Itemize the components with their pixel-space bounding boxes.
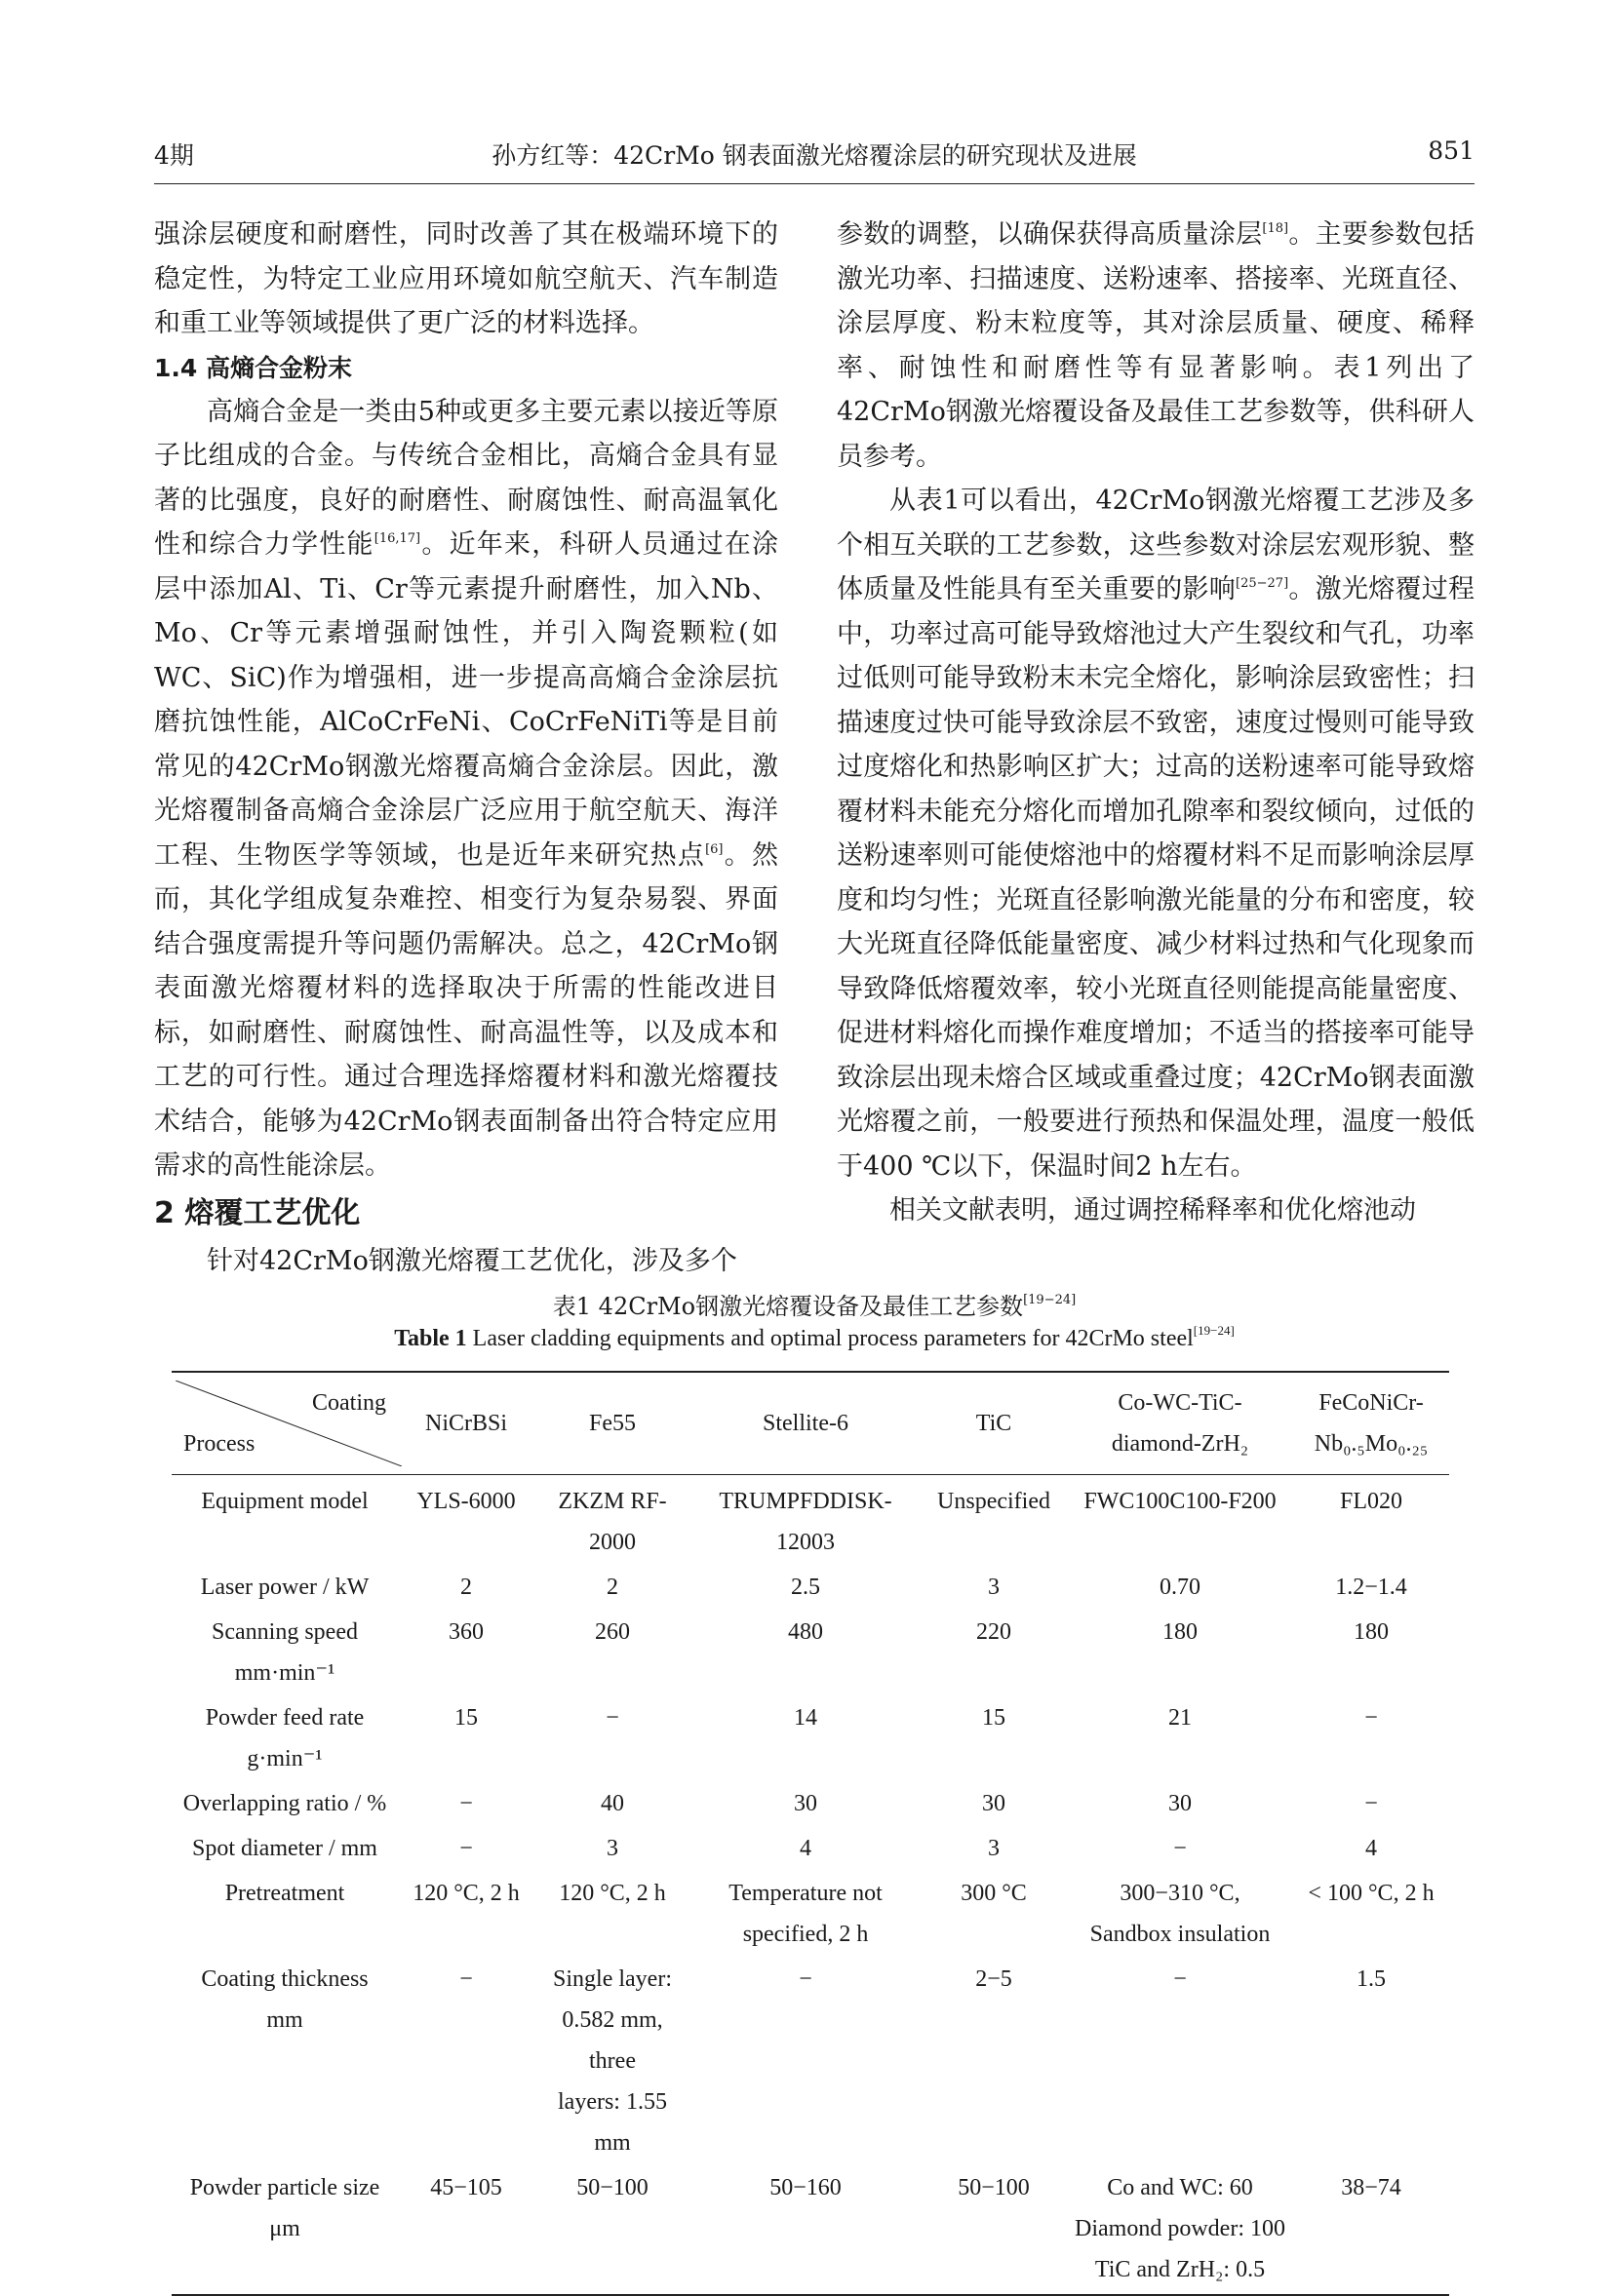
paragraph: 强涂层硬度和耐磨性，同时改善了其在极端环境下的稳定性，为特定工业应用环境如航空航天、汽车制造和重工业等领域提供了更广泛的材料选择。 (154, 219, 778, 338)
citation: [25−27] (1236, 576, 1289, 591)
table-cell: 14 (794, 1705, 817, 1731)
table-cell: − (459, 1966, 473, 1992)
paragraph: 针对42CrMo钢激光熔覆工艺优化，涉及多个 (207, 1245, 737, 1276)
table-cell: ZKZM RF-2000 (558, 1489, 667, 1555)
table-row (172, 1475, 1449, 1568)
table-row (172, 1697, 1449, 1783)
table-caption-en: Table 1 Laser cladding equipments and optimal process parameters for 42CrMo steel[19−24] (394, 1323, 1235, 1351)
table-cell: 3 (988, 1575, 1000, 1600)
table-cell: − (1364, 1791, 1378, 1816)
table-cell: 30 (794, 1791, 817, 1816)
table-cell: 120 °C, 2 h (413, 1881, 520, 1906)
corner-coating-label: Coating (312, 1390, 386, 1416)
table-cell: 3 (988, 1836, 1000, 1861)
section-heading-2: 2 熔覆工艺优化 (154, 1195, 361, 1230)
table-cell: − (1364, 1705, 1378, 1731)
table-cell: 480 (788, 1619, 823, 1645)
table-cell: TRUMPFDDISK-12003 (719, 1489, 892, 1555)
citation: [6] (705, 841, 724, 857)
row-label: Laser power / kW (200, 1575, 370, 1600)
table-cell: 0.70 (1160, 1575, 1200, 1600)
table-caption-cn: 表1 42CrMo钢激光熔覆设备及最佳工艺参数[19−24] (552, 1293, 1077, 1320)
section-heading-1-4: 1.4 高熵合金粉末 (154, 353, 352, 382)
column-header: Fe55 (589, 1411, 636, 1436)
column-header: Stellite-6 (763, 1411, 848, 1436)
paragraph: 高熵合金是一类由5种或更多主要元素以接近等原子比组成的合金。与传统合金相比，高熵合金具有显著的比强度，良好的耐磨性、耐腐蚀性、耐高温氧化性和综合力学性能[16,17]。近年来，科研人员通过在涂层中添加Al、Ti、Cr等元素提升耐磨性，加入Nb、Mo、Cr等元素增强耐蚀性，并引入陶瓷颗粒(如WC、SiC)作为增强相，进一步提高高熵合金涂层抗磨抗蚀性能，AlCoCrFeNi、CoCrFeNiTi等是目前常见的42CrMo钢激光熔覆高熵合金涂层。因此，激光熔覆制备高熵合金涂层广泛应用于航空航天、海洋工程、生物医学等领域，也是近年来研究热点[6]。然而，其化学组成复杂难控、相变行为复杂易裂、界面结合强度需提升等问题仍需解决。总之，42CrMo钢表面激光熔覆材料的选择取决于所需的性能改进目标，如耐磨性、耐腐蚀性、耐高温性等，以及成本和工艺的可行性。通过合理选择熔覆材料和激光熔覆技术结合，能够为42CrMo钢表面制备出符合特定应用需求的高性能涂层。 (154, 396, 779, 1181)
right-column (837, 213, 1475, 1233)
table-cell: 2 (607, 1575, 618, 1600)
table-cell: 4 (1365, 1836, 1377, 1861)
table-cell: 50−100 (576, 2175, 649, 2200)
table-cell: FL020 (1339, 1489, 1402, 1514)
citation: [16,17] (374, 531, 421, 546)
table-cell: 260 (595, 1619, 630, 1645)
table-cell: YLS-6000 (416, 1489, 516, 1514)
citation: [19−24] (1023, 1293, 1077, 1307)
table-cell: 300−310 °C, Sandbox insulation (1089, 1881, 1271, 1947)
table-row (172, 1783, 1449, 1828)
page-number: 851 (1428, 136, 1475, 165)
table-cell: − (606, 1705, 619, 1731)
parameters-table (172, 1371, 1449, 2296)
paragraph: 从表1可以看出，42CrMo钢激光熔覆工艺涉及多个相互关联的工艺参数，这些参数对涂层宏观形貌、整体质量及性能具有至关重要的影响[25−27]。激光熔覆过程中，功率过高可能导致熔池过大产生裂纹和气孔，功率过低则可能导致粉末未完全熔化，影响涂层致密性；扫描速度过快可能导致涂层不致密，速度过慢则可能导致过度熔化和热影响区扩大；过高的送粉速率可能导致熔覆材料未能充分熔化而增加孔隙率和裂纹倾向，过低的送粉速率则可能使熔池中的熔覆材料不足而影响涂层厚度和均匀性；光斑直径影响激光能量的分布和密度，较大光斑直径降低能量密度、减少材料过热和气化现象而导致降低熔覆效率，较小光斑直径则能提高能量密度、促进材料熔化而操作难度增加；不适当的搭接率可能导致涂层出现未熔合区域或重叠过度；42CrMo钢表面激光熔覆之前，一般要进行预热和保温处理，温度一般低于400 ℃以下，保温时间2 h左右。 (837, 486, 1475, 1182)
table-cell: Unspecified (937, 1489, 1050, 1514)
table-cell: Single layer: 0.582 mm, three layers: 1.55 mm (553, 1966, 672, 2156)
left-column (154, 213, 778, 1283)
corner-header (172, 1372, 398, 1475)
table-cell: 2.5 (791, 1575, 820, 1600)
table-cell: 50−100 (958, 2175, 1030, 2200)
table-cell: 15 (454, 1705, 478, 1731)
table-row (172, 1567, 1449, 1612)
table-row (172, 1873, 1449, 1959)
table-cell: − (1173, 1966, 1187, 1992)
table-cell: 2 (460, 1575, 472, 1600)
row-label: Scanning speed mm·min⁻¹ (212, 1619, 358, 1686)
table-cell: 2−5 (975, 1966, 1012, 1992)
table-cell: 300 °C (961, 1881, 1027, 1906)
table-cell: Co and WC: 60 Diamond powder: 100 TiC and ZrH₂: 0.5 (1075, 2175, 1285, 2282)
row-label: Coating thickness mm (201, 1966, 369, 2033)
citation: [18] (1262, 221, 1289, 236)
table-cell: 4 (800, 1836, 811, 1861)
column-header: Co-WC-TiC- diamond-ZrH₂ (1111, 1390, 1249, 1457)
table-cell: 21 (1168, 1705, 1192, 1731)
table-cell: 30 (1168, 1791, 1192, 1816)
row-label: Powder feed rate g·min⁻¹ (205, 1705, 365, 1771)
table-cell: 50−160 (769, 2175, 842, 2200)
table-cell: 45−105 (430, 2175, 502, 2200)
table-cell: 180 (1354, 1619, 1389, 1645)
table-cell: 38−74 (1341, 2175, 1401, 2200)
running-title: 孙方红等：42CrMo 钢表面激光熔覆涂层的研究现状及进展 (492, 141, 1137, 170)
column-header: TiC (975, 1411, 1012, 1436)
table-header-row (172, 1372, 1449, 1475)
table-cell: FWC100C100-F200 (1083, 1489, 1277, 1514)
table-cell: 3 (607, 1836, 618, 1861)
table-cell: 1.5 (1357, 1966, 1386, 1992)
running-header (154, 136, 1475, 179)
table-cell: − (1173, 1836, 1187, 1861)
header-rule (154, 183, 1475, 184)
table-row (172, 2167, 1449, 2295)
table-cell: 180 (1162, 1619, 1198, 1645)
issue-number: 4期 (154, 141, 194, 170)
paragraph: 相关文献表明，通过调控稀释率和优化熔池动 (889, 1195, 1416, 1226)
table-cell: − (459, 1791, 473, 1816)
table-cell: < 100 °C, 2 h (1308, 1881, 1435, 1906)
table-cell: 1.2−1.4 (1335, 1575, 1407, 1600)
table-cell: 120 °C, 2 h (559, 1881, 666, 1906)
table-cell: − (799, 1966, 812, 1992)
table-row (172, 1612, 1449, 1697)
row-label: Pretreatment (224, 1881, 345, 1906)
table-cell: 30 (982, 1791, 1005, 1816)
table-row (172, 1959, 1449, 2167)
table-cell: Temperature not specified, 2 h (728, 1881, 883, 1947)
corner-process-label: Process (183, 1431, 256, 1457)
column-header: FeCoNiCr- Nb₀.₅Mo₀.₂₅ (1314, 1390, 1429, 1457)
row-label: Spot diameter / mm (192, 1836, 377, 1861)
table-row (172, 1828, 1449, 1873)
table-cell: 360 (449, 1619, 484, 1645)
paragraph: 参数的调整，以确保获得高质量涂层[18]。主要参数包括激光功率、扫描速度、送粉速率、搭接率、光斑直径、涂层厚度、粉末粒度等，其对涂层质量、硬度、稀释率、耐蚀性和耐磨性等有显著影响。表1列出了42CrMo钢激光熔覆设备及最佳工艺参数等，供科研人员参考。 (837, 219, 1475, 472)
table-cell: 220 (976, 1619, 1011, 1645)
row-label: Powder particle size μm (189, 2175, 380, 2241)
citation: [19−24] (1193, 1323, 1235, 1338)
table-cell: 40 (601, 1791, 624, 1816)
row-label: Overlapping ratio / % (182, 1791, 387, 1816)
table-cell: − (459, 1836, 473, 1861)
row-label: Equipment model (201, 1489, 369, 1514)
table-cell: 15 (982, 1705, 1005, 1731)
column-header: NiCrBSi (424, 1411, 508, 1436)
